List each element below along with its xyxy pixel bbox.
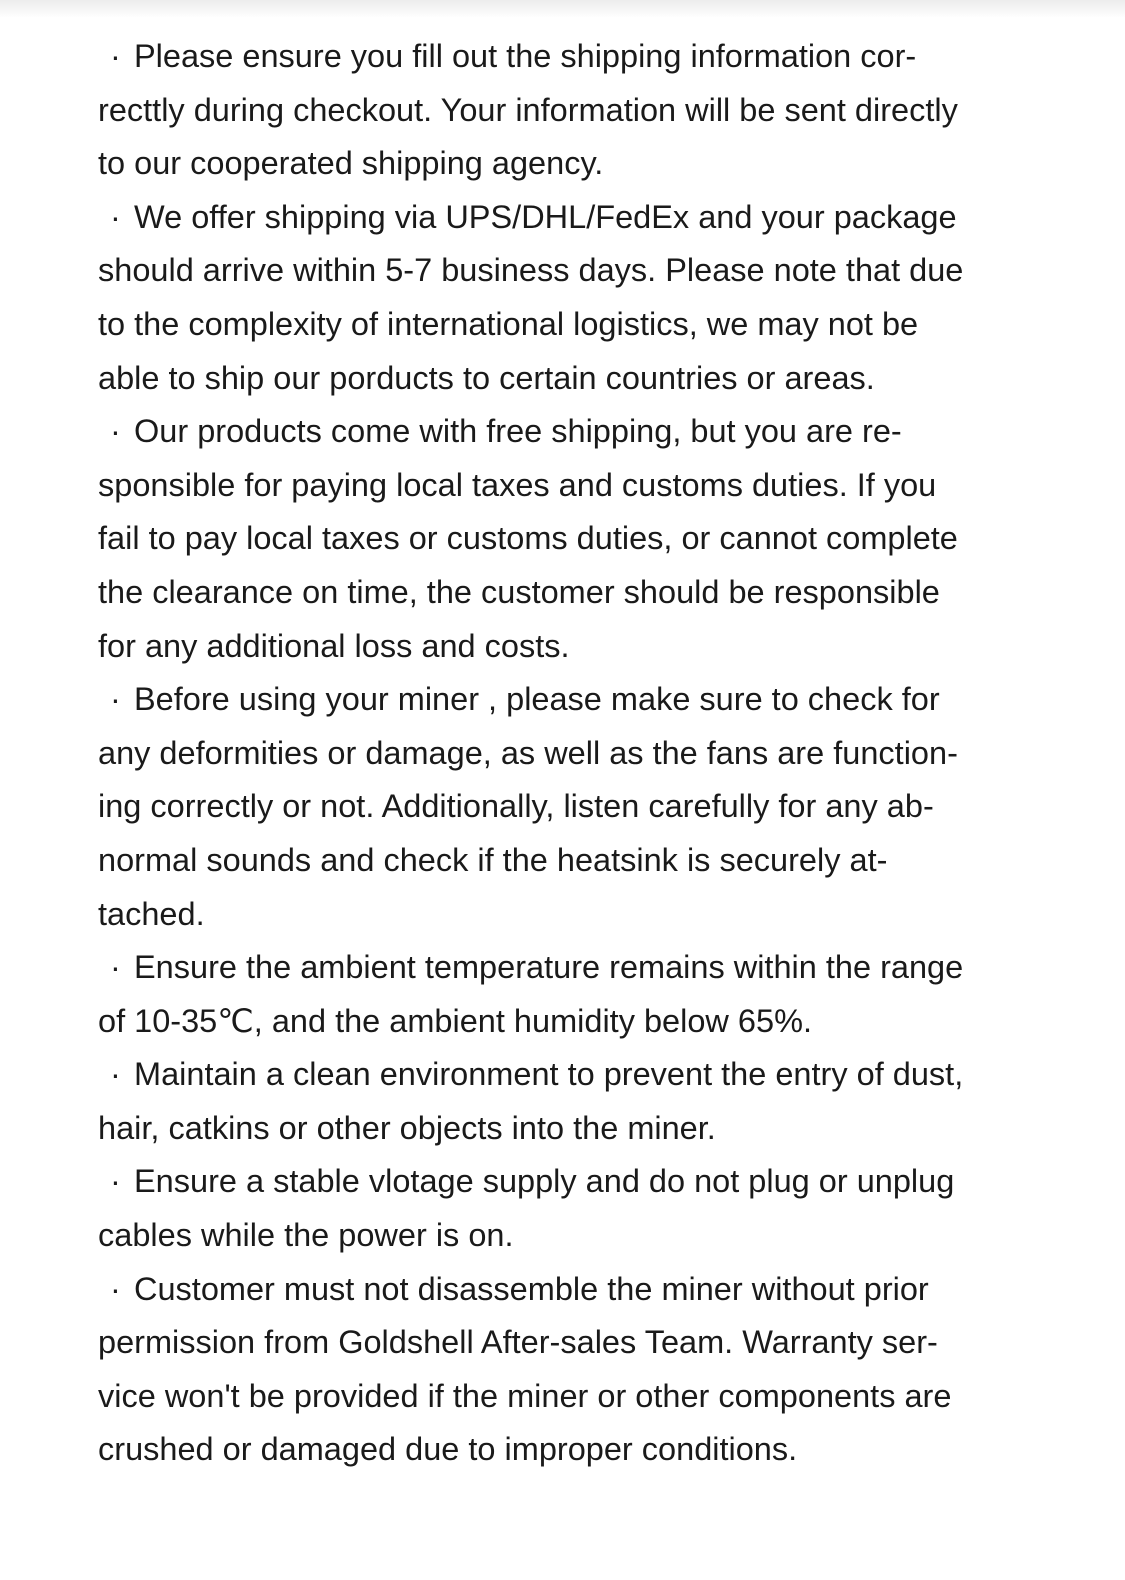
line-text: ing correctly or not. Additionally, listen carefully for any ab-: [98, 788, 934, 825]
line-text: cables while the power is on.: [98, 1217, 514, 1254]
bullet-point: ·: [110, 1056, 121, 1093]
line-text: We offer shipping via UPS/DHL/FedEx and your package: [134, 198, 957, 235]
notice-paragraph: [98, 1048, 1088, 1155]
paragraph-line: [98, 673, 1088, 727]
paragraph-line: [98, 566, 1088, 620]
shipping-and-usage-notice: [98, 30, 1088, 1477]
line-text: any deformities or damage, as well as the fans are function-: [98, 734, 958, 771]
notice-paragraph: [98, 941, 1088, 1048]
line-text: fail to pay local taxes or customs duties, or cannot complete: [98, 520, 958, 557]
paragraph-line: [98, 352, 1088, 406]
bullet-point: ·: [110, 1163, 121, 1200]
line-text: crushed or damaged due to improper conditions.: [98, 1431, 798, 1468]
line-text: of 10-35℃, and the ambient humidity below 65%.: [98, 1002, 813, 1039]
paragraph-line: [98, 244, 1088, 298]
notice-paragraph: [98, 30, 1088, 191]
line-text: Our products come with free shipping, but you are re-: [134, 413, 902, 450]
line-text: vice won't be provided if the miner or other components are: [98, 1377, 952, 1414]
paragraph-line: [98, 459, 1088, 513]
line-text: tached.: [98, 895, 205, 932]
bullet-point: ·: [110, 413, 121, 450]
paragraph-line: [98, 1370, 1088, 1424]
bullet-point: ·: [110, 949, 121, 986]
line-text: hair, catkins or other objects into the miner.: [98, 1109, 716, 1146]
line-text: Customer must not disassemble the miner without prior: [134, 1270, 929, 1307]
paragraph-line: [98, 191, 1088, 245]
paragraph-line: [98, 1423, 1088, 1477]
paragraph-line: [98, 298, 1088, 352]
paragraph-line: [98, 1263, 1088, 1317]
bullet-point: ·: [110, 198, 121, 235]
paragraph-line: [98, 1155, 1088, 1209]
line-text: able to ship our porducts to certain countries or areas.: [98, 359, 875, 396]
notice-paragraph: [98, 673, 1088, 941]
paragraph-line: [98, 834, 1088, 888]
paragraph-line: [98, 512, 1088, 566]
notice-paragraph: [98, 1155, 1088, 1262]
paragraph-line: [98, 1316, 1088, 1370]
line-text: recttly during checkout. Your information will be sent directly: [98, 91, 958, 128]
paragraph-line: [98, 888, 1088, 942]
line-text: to our cooperated shipping agency.: [98, 145, 604, 182]
line-text: Please ensure you fill out the shipping information cor-: [134, 38, 917, 74]
line-text: sponsible for paying local taxes and customs duties. If you: [98, 466, 937, 503]
line-text: normal sounds and check if the heatsink is securely at-: [98, 841, 888, 878]
paragraph-line: [98, 137, 1088, 191]
line-text: Ensure the ambient temperature remains within the range: [134, 949, 964, 986]
line-text: should arrive within 5-7 business days. Please note that due: [98, 252, 964, 289]
paragraph-line: [98, 84, 1088, 138]
notice-paragraph: [98, 405, 1088, 673]
bullet-point: ·: [110, 681, 121, 718]
paragraph-line: [98, 1048, 1088, 1102]
bullet-point: ·: [110, 38, 121, 74]
paragraph-line: [98, 780, 1088, 834]
top-edge-shadow: [0, 0, 1125, 18]
paragraph-line: [98, 30, 1088, 84]
line-text: permission from Goldshell After-sales Team. Warranty ser-: [98, 1324, 938, 1361]
paragraph-line: [98, 727, 1088, 781]
line-text: the clearance on time, the customer should be responsible: [98, 573, 940, 610]
paragraph-line: [98, 941, 1088, 995]
paragraph-line: [98, 995, 1088, 1049]
line-text: Before using your miner , please make sure to check for: [134, 681, 940, 718]
line-text: Maintain a clean environment to prevent the entry of dust,: [134, 1056, 964, 1093]
notice-paragraph: [98, 1263, 1088, 1477]
paragraph-line: [98, 405, 1088, 459]
bullet-point: ·: [110, 1270, 121, 1307]
paragraph-line: [98, 1102, 1088, 1156]
line-text: Ensure a stable vlotage supply and do not plug or unplug: [134, 1163, 955, 1200]
line-text: for any additional loss and costs.: [98, 627, 570, 664]
notice-paragraph: [98, 191, 1088, 405]
paragraph-line: [98, 620, 1088, 674]
paragraph-line: [98, 1209, 1088, 1263]
line-text: to the complexity of international logistics, we may not be: [98, 305, 919, 342]
